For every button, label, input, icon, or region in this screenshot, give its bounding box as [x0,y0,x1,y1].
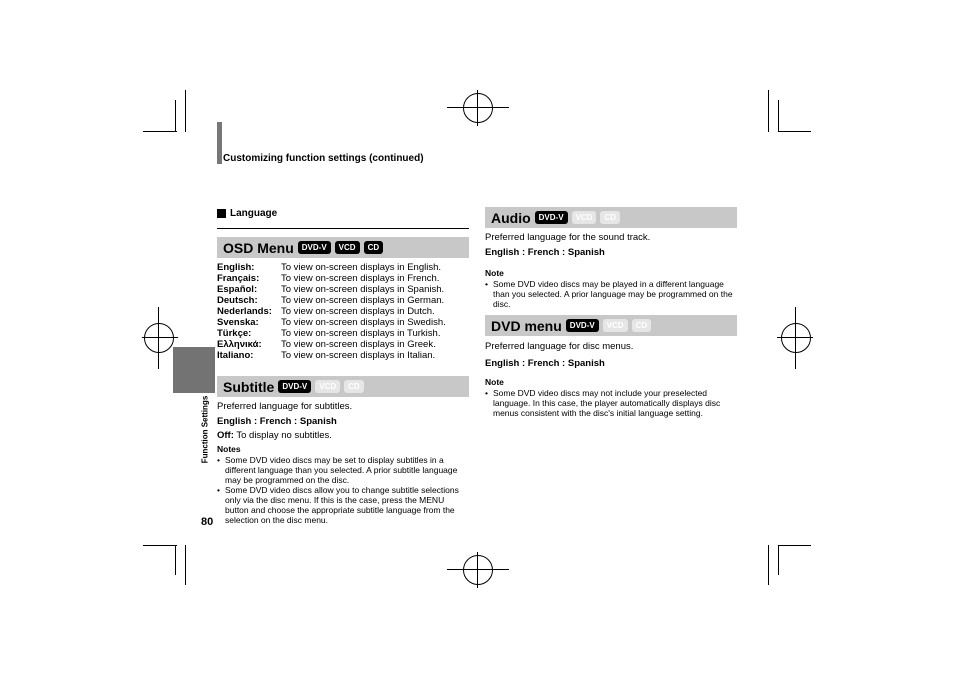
bullet-icon: • [485,388,488,398]
osd-lang-desc: To view on-screen displays in Greek. [281,339,436,350]
header-accent-bar [217,122,222,164]
subtitle-options: English : French : Spanish [217,416,337,427]
subtitle-note-2 [217,485,467,525]
osd-lang-key: Français: [217,273,260,284]
table-row [217,328,446,339]
off-text: To display no subtitles. [233,430,332,441]
note-text: Some DVD video discs may not include your preselected language. In this case, the player automatically displays disc menus consistent with the disc's initial language setting. [493,388,721,418]
bullet-icon: • [485,279,488,289]
osd-lang-key: Español: [217,284,258,295]
cd-badge: CD [344,380,364,393]
table-row [217,350,446,361]
dvd-menu-options: English : French : Spanish [485,358,605,369]
cd-badge: CD [364,241,384,254]
vcd-badge: VCD [315,380,340,393]
audio-title: Audio [491,209,531,226]
osd-menu-title: OSD Menu [223,239,294,256]
cd-badge: CD [632,319,652,332]
note-text: Some DVD video discs may be played in a different language than you selected. A prior language may be programmed on the disc. [493,279,733,309]
bullet-icon: • [217,455,220,465]
vcd-badge: VCD [603,319,628,332]
dvd-badge: DVD-V [535,211,568,224]
dvd-menu-description: Preferred language for disc menus. [485,341,634,352]
audio-options: English : French : Spanish [485,247,605,258]
side-section-label: Function Settings [200,395,210,464]
osd-lang-desc: To view on-screen displays in Turkish. [281,328,441,339]
subtitle-section-bar [217,376,469,397]
table-row [217,295,446,306]
vcd-badge: VCD [335,241,360,254]
language-heading [217,208,277,219]
osd-lang-desc: To view on-screen displays in Swedish. [281,317,446,328]
subtitle-off-line [217,430,332,441]
osd-lang-desc: To view on-screen displays in Italian. [281,350,436,361]
dvd-badge: DVD-V [298,241,331,254]
subtitle-notes-heading: Notes [217,444,241,454]
note-text: Some DVD video discs allow you to change subtitle selections only via the disc menu. If this is the case, press the MENU button and choose the appropriate subtitle language from the selection on the disc menu. [225,485,459,525]
dvd-badge: DVD-V [278,380,311,393]
audio-note-1 [485,279,735,309]
divider [217,228,469,229]
page-header-title: Customizing function settings (continued) [223,153,424,164]
table-row [217,273,446,284]
osd-menu-section-bar [217,237,469,258]
bullet-icon: • [217,485,220,495]
osd-lang-desc: To view on-screen displays in German. [281,295,445,306]
square-bullet-icon [217,209,226,218]
cd-badge: CD [600,211,620,224]
table-row [217,317,446,328]
osd-lang-desc: To view on-screen displays in Spanish. [281,284,445,295]
off-label: Off: [217,430,234,441]
osd-language-table [217,262,446,361]
osd-lang-key: Nederlands: [217,306,272,317]
vcd-badge: VCD [572,211,597,224]
osd-lang-key: English: [217,262,255,273]
subtitle-note-1 [217,455,467,485]
osd-lang-key: Türkçe: [217,328,252,339]
audio-note-heading: Note [485,268,504,278]
note-text: Some DVD video discs may be set to display subtitles in a different language than you selected. A prior subtitle language may be programmed on the disc. [225,455,458,485]
dvd-menu-title: DVD menu [491,317,562,334]
table-row [217,284,446,295]
table-row [217,339,446,350]
dvd-badge: DVD-V [566,319,599,332]
page-number: 80 [201,516,214,528]
language-heading-text: Language [230,208,278,219]
osd-lang-desc: To view on-screen displays in French. [281,273,440,284]
osd-lang-key: Italiano: [217,350,254,361]
dvd-menu-section-bar [485,315,737,336]
dvd-menu-note-heading: Note [485,377,504,387]
osd-lang-desc: To view on-screen displays in English. [281,262,441,273]
audio-section-bar [485,207,737,228]
audio-description: Preferred language for the sound track. [485,232,651,243]
dvd-menu-note-1 [485,388,735,418]
subtitle-title: Subtitle [223,378,275,395]
subtitle-description: Preferred language for subtitles. [217,401,353,412]
table-row [217,306,446,317]
osd-lang-key: Svenska: [217,317,259,328]
table-row [217,262,446,273]
osd-lang-key: Deutsch: [217,295,258,306]
osd-lang-desc: To view on-screen displays in Dutch. [281,306,435,317]
osd-lang-key: Ελληνικά: [217,339,262,350]
